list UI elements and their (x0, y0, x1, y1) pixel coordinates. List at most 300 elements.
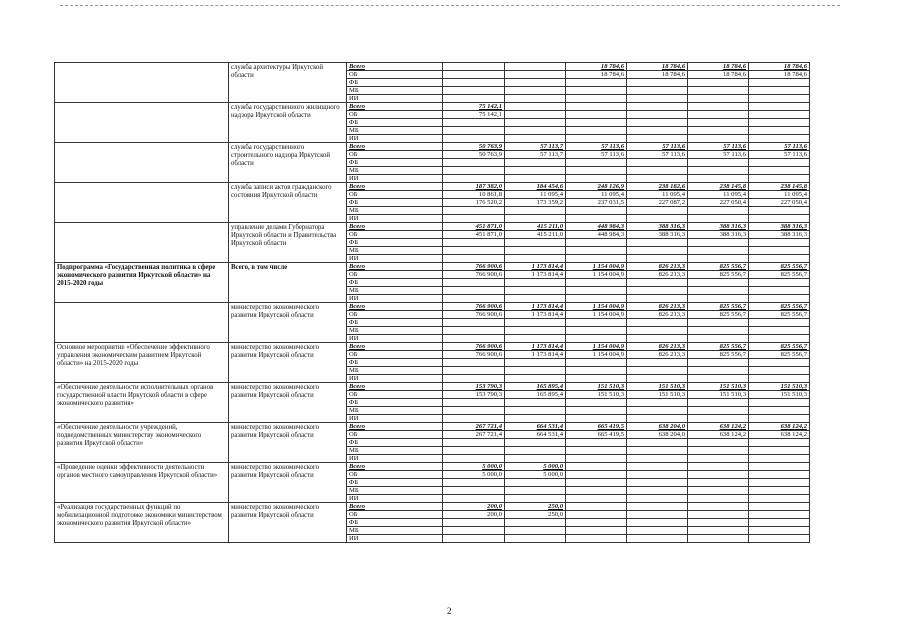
amount-cell (749, 319, 810, 327)
amount-cell (505, 527, 566, 535)
amount-cell (443, 519, 505, 527)
amount-cell: 151 510,3 (749, 383, 810, 391)
amount-cell: 665 419,5 (566, 423, 627, 431)
amount-cell (443, 327, 505, 335)
amount-cell: 57 113,6 (566, 143, 627, 151)
funding-source-cell: МБ (347, 167, 443, 175)
amount-cell (627, 519, 688, 527)
program-name-cell (55, 63, 229, 103)
amount-cell (443, 167, 505, 175)
funding-source-cell: ИИ (347, 535, 443, 543)
amount-cell (749, 239, 810, 247)
amount-cell (627, 159, 688, 167)
amount-cell: 1 154 004,9 (566, 303, 627, 311)
amount-cell (566, 239, 627, 247)
amount-cell (627, 79, 688, 87)
amount-cell (688, 487, 749, 495)
amount-cell: 18 784,6 (749, 63, 810, 71)
amount-cell (749, 487, 810, 495)
amount-cell (627, 335, 688, 343)
amount-cell: 1 154 004,9 (566, 351, 627, 359)
amount-cell: 50 763,9 (443, 143, 505, 151)
amount-cell: 187 382,0 (443, 183, 505, 191)
amount-cell: 5 000,0 (505, 463, 566, 471)
amount-cell (627, 463, 688, 471)
amount-cell (627, 455, 688, 463)
amount-cell: 11 095,4 (749, 191, 810, 199)
funding-source-cell: ФБ (347, 439, 443, 447)
amount-cell (505, 239, 566, 247)
amount-cell (505, 207, 566, 215)
amount-cell: 451 871,0 (443, 223, 505, 231)
amount-cell: 825 556,7 (688, 303, 749, 311)
amount-cell (443, 527, 505, 535)
amount-cell: 18 784,6 (566, 71, 627, 79)
funding-source-cell: МБ (347, 367, 443, 375)
amount-cell: 638 124,2 (749, 423, 810, 431)
amount-cell: 1 173 814,4 (505, 263, 566, 271)
amount-cell (627, 503, 688, 511)
amount-cell: 238 145,8 (749, 183, 810, 191)
amount-cell (749, 279, 810, 287)
page-number: 2 (447, 606, 452, 616)
amount-cell: 57 113,7 (505, 143, 566, 151)
executor-cell: управление делами Губернатора Иркутской области и Правительства Иркутской области (229, 223, 347, 263)
funding-source-cell: ИИ (347, 95, 443, 103)
amount-cell (627, 119, 688, 127)
amount-cell: 1 173 814,4 (505, 271, 566, 279)
amount-cell (566, 511, 627, 519)
amount-cell (566, 479, 627, 487)
amount-cell: 1 173 814,4 (505, 351, 566, 359)
funding-source-cell: ИИ (347, 375, 443, 383)
amount-cell (627, 127, 688, 135)
amount-cell: 267 721,4 (443, 423, 505, 431)
funding-source-cell: ИИ (347, 255, 443, 263)
amount-cell (688, 87, 749, 95)
amount-cell (627, 407, 688, 415)
amount-cell (749, 415, 810, 423)
amount-cell (749, 119, 810, 127)
amount-cell: 388 316,3 (749, 223, 810, 231)
funding-source-cell: ФБ (347, 479, 443, 487)
amount-cell: 57 113,6 (688, 151, 749, 159)
amount-cell (749, 295, 810, 303)
amount-cell: 57 113,6 (627, 151, 688, 159)
amount-cell (443, 375, 505, 383)
amount-cell (566, 319, 627, 327)
amount-cell (505, 367, 566, 375)
amount-cell (749, 375, 810, 383)
funding-source-cell: ФБ (347, 199, 443, 207)
amount-cell: 227 050,4 (688, 199, 749, 207)
amount-cell (505, 327, 566, 335)
amount-cell: 825 556,7 (749, 271, 810, 279)
amount-cell: 826 213,3 (627, 271, 688, 279)
amount-cell (688, 495, 749, 503)
amount-cell (505, 319, 566, 327)
funding-source-cell: ИИ (347, 335, 443, 343)
funding-source-cell: Всего (347, 463, 443, 471)
funding-source-cell: ОБ (347, 191, 443, 199)
amount-cell: 825 556,7 (749, 311, 810, 319)
amount-cell (505, 455, 566, 463)
amount-cell (688, 167, 749, 175)
amount-cell: 766 900,6 (443, 351, 505, 359)
amount-cell: 75 142,1 (443, 103, 505, 111)
amount-cell (749, 215, 810, 223)
amount-cell: 248 126,9 (566, 183, 627, 191)
amount-cell (749, 127, 810, 135)
amount-cell: 57 113,7 (505, 151, 566, 159)
funding-source-cell: ФБ (347, 79, 443, 87)
amount-cell (505, 535, 566, 543)
amount-cell (566, 535, 627, 543)
amount-cell (627, 479, 688, 487)
executor-cell: служба государственного строительного надзора Иркутской области (229, 143, 347, 183)
amount-cell (688, 319, 749, 327)
amount-cell: 151 510,3 (749, 391, 810, 399)
amount-cell (566, 207, 627, 215)
amount-cell: 766 900,6 (443, 311, 505, 319)
amount-cell (505, 399, 566, 407)
program-name-cell (55, 223, 229, 263)
amount-cell (443, 399, 505, 407)
funding-source-cell: ФБ (347, 279, 443, 287)
amount-cell (443, 247, 505, 255)
funding-source-cell: ОБ (347, 111, 443, 119)
program-name-cell: «Обеспечение деятельности учреждений, подведомственных министерству экономического развития Иркутской области» (55, 423, 229, 463)
amount-cell (688, 519, 749, 527)
amount-cell (627, 439, 688, 447)
amount-cell: 826 213,3 (627, 343, 688, 351)
table-row (55, 143, 810, 151)
amount-cell: 237 031,5 (566, 199, 627, 207)
amount-cell (749, 247, 810, 255)
funding-source-cell: ФБ (347, 239, 443, 247)
executor-cell: министерство экономического развития Иркутской области (229, 343, 347, 383)
amount-cell (627, 495, 688, 503)
funding-source-cell: МБ (347, 127, 443, 135)
amount-cell (688, 399, 749, 407)
amount-cell (505, 255, 566, 263)
executor-cell: служба архитектуры Иркутской области (229, 63, 347, 103)
funding-source-cell: Всего (347, 303, 443, 311)
amount-cell (566, 127, 627, 135)
amount-cell (688, 135, 749, 143)
amount-cell (443, 79, 505, 87)
amount-cell (505, 215, 566, 223)
amount-cell: 451 871,0 (443, 231, 505, 239)
amount-cell (627, 527, 688, 535)
amount-cell (627, 295, 688, 303)
amount-cell: 638 124,2 (688, 423, 749, 431)
funding-source-cell: ФБ (347, 119, 443, 127)
amount-cell (566, 439, 627, 447)
amount-cell (505, 375, 566, 383)
amount-cell: 11 095,4 (688, 191, 749, 199)
funding-source-cell: ОБ (347, 391, 443, 399)
amount-cell (688, 215, 749, 223)
amount-cell: 165 895,4 (505, 391, 566, 399)
amount-cell (566, 215, 627, 223)
amount-cell (505, 495, 566, 503)
amount-cell: 50 763,9 (443, 151, 505, 159)
amount-cell (688, 79, 749, 87)
executor-cell: министерство экономического развития Иркутской области (229, 303, 347, 343)
amount-cell: 825 556,7 (688, 343, 749, 351)
amount-cell: 11 095,4 (566, 191, 627, 199)
amount-cell (688, 471, 749, 479)
amount-cell: 11 095,4 (505, 191, 566, 199)
amount-cell: 238 182,6 (627, 183, 688, 191)
amount-cell (566, 159, 627, 167)
table-row (55, 223, 810, 231)
funding-source-cell: ИИ (347, 455, 443, 463)
funding-source-cell: МБ (347, 487, 443, 495)
amount-cell (627, 359, 688, 367)
amount-cell: 825 556,7 (688, 311, 749, 319)
amount-cell (505, 167, 566, 175)
amount-cell (566, 447, 627, 455)
amount-cell: 18 784,6 (627, 63, 688, 71)
amount-cell (566, 367, 627, 375)
amount-cell (749, 367, 810, 375)
amount-cell: 184 454,6 (505, 183, 566, 191)
amount-cell: 151 510,3 (566, 391, 627, 399)
amount-cell: 227 050,4 (749, 199, 810, 207)
amount-cell (505, 487, 566, 495)
table-row (55, 463, 810, 471)
table-row (55, 63, 810, 71)
amount-cell (443, 407, 505, 415)
amount-cell (443, 367, 505, 375)
executor-cell: министерство экономического развития Иркутской области (229, 423, 347, 463)
amount-cell (627, 87, 688, 95)
funding-source-cell: ИИ (347, 175, 443, 183)
amount-cell: 57 113,6 (627, 143, 688, 151)
amount-cell (749, 335, 810, 343)
amount-cell (566, 287, 627, 295)
amount-cell: 238 145,8 (688, 183, 749, 191)
amount-cell: 766 900,6 (443, 343, 505, 351)
funding-source-cell: Всего (347, 103, 443, 111)
amount-cell (566, 295, 627, 303)
amount-cell: 200,0 (443, 503, 505, 511)
amount-cell (688, 359, 749, 367)
amount-cell: 5 000,0 (443, 463, 505, 471)
amount-cell (749, 463, 810, 471)
amount-cell: 1 173 814,4 (505, 303, 566, 311)
funding-source-cell: МБ (347, 447, 443, 455)
amount-cell (688, 455, 749, 463)
amount-cell (566, 103, 627, 111)
amount-cell: 151 510,3 (566, 383, 627, 391)
program-name-cell (55, 143, 229, 183)
amount-cell (749, 495, 810, 503)
amount-cell (688, 95, 749, 103)
amount-cell (566, 111, 627, 119)
amount-cell (627, 487, 688, 495)
amount-cell (566, 135, 627, 143)
amount-cell (627, 279, 688, 287)
amount-cell (505, 175, 566, 183)
amount-cell (749, 503, 810, 511)
amount-cell: 153 790,3 (443, 391, 505, 399)
funding-source-cell: ОБ (347, 271, 443, 279)
funding-source-cell: МБ (347, 247, 443, 255)
funding-source-cell: Всего (347, 383, 443, 391)
amount-cell (566, 463, 627, 471)
amount-cell: 75 142,1 (443, 111, 505, 119)
amount-cell: 826 213,3 (627, 351, 688, 359)
amount-cell (688, 255, 749, 263)
amount-cell (443, 447, 505, 455)
funding-source-cell: ФБ (347, 319, 443, 327)
funding-source-cell: ОБ (347, 71, 443, 79)
amount-cell (566, 407, 627, 415)
amount-cell: 825 556,7 (688, 263, 749, 271)
amount-cell (688, 111, 749, 119)
amount-cell: 664 531,4 (505, 423, 566, 431)
amount-cell: 638 204,0 (627, 431, 688, 439)
amount-cell: 665 419,5 (566, 431, 627, 439)
amount-cell: 388 316,3 (749, 231, 810, 239)
funding-source-cell: Всего (347, 343, 443, 351)
amount-cell (688, 295, 749, 303)
amount-cell (566, 175, 627, 183)
amount-cell: 165 895,4 (505, 383, 566, 391)
amount-cell: 57 113,6 (749, 143, 810, 151)
table-row (55, 103, 810, 111)
amount-cell: 10 861,8 (443, 191, 505, 199)
amount-cell: 18 784,6 (749, 71, 810, 79)
amount-cell (443, 359, 505, 367)
amount-cell (627, 247, 688, 255)
amount-cell (749, 511, 810, 519)
amount-cell: 151 510,3 (688, 391, 749, 399)
amount-cell: 388 316,3 (688, 231, 749, 239)
amount-cell (505, 295, 566, 303)
scan-artifact-line (60, 5, 840, 6)
amount-cell (749, 167, 810, 175)
executor-cell: министерство экономического развития Иркутской области (229, 503, 347, 543)
amount-cell (443, 295, 505, 303)
funding-source-cell: МБ (347, 87, 443, 95)
amount-cell: 388 316,3 (627, 231, 688, 239)
amount-cell (505, 159, 566, 167)
amount-cell (443, 535, 505, 543)
amount-cell (749, 255, 810, 263)
amount-cell: 153 790,3 (443, 383, 505, 391)
amount-cell (443, 159, 505, 167)
amount-cell (443, 87, 505, 95)
amount-cell: 200,0 (443, 511, 505, 519)
amount-cell (749, 79, 810, 87)
amount-cell (627, 175, 688, 183)
amount-cell (688, 407, 749, 415)
amount-cell: 826 213,3 (627, 303, 688, 311)
amount-cell (749, 287, 810, 295)
amount-cell (505, 103, 566, 111)
amount-cell: 825 556,7 (688, 351, 749, 359)
funding-source-cell: МБ (347, 327, 443, 335)
amount-cell (443, 439, 505, 447)
amount-cell (505, 95, 566, 103)
program-name-cell: «Обеспечение деятельности исполнительных органов государственной власти Иркутской области в сфере экономического развития» (55, 383, 229, 423)
amount-cell (688, 511, 749, 519)
amount-cell (749, 439, 810, 447)
amount-cell (566, 375, 627, 383)
amount-cell (505, 135, 566, 143)
amount-cell: 57 113,6 (688, 143, 749, 151)
amount-cell (749, 479, 810, 487)
program-name-cell: Подпрограмма «Государственная политика в сфере экономического развития Иркутской области» на 2015-2020 годы (55, 263, 229, 303)
amount-cell (505, 519, 566, 527)
budget-table-body (55, 63, 810, 543)
amount-cell: 250,0 (505, 503, 566, 511)
amount-cell (566, 327, 627, 335)
amount-cell (566, 471, 627, 479)
amount-cell (749, 471, 810, 479)
amount-cell (749, 519, 810, 527)
amount-cell: 766 900,6 (443, 263, 505, 271)
amount-cell (443, 279, 505, 287)
amount-cell (443, 215, 505, 223)
funding-source-cell: МБ (347, 207, 443, 215)
amount-cell: 151 510,3 (688, 383, 749, 391)
amount-cell (688, 279, 749, 287)
amount-cell (688, 175, 749, 183)
table-row (55, 423, 810, 431)
amount-cell (505, 63, 566, 71)
amount-cell: 766 900,6 (443, 303, 505, 311)
amount-cell (505, 79, 566, 87)
amount-cell (443, 95, 505, 103)
funding-source-cell: ФБ (347, 159, 443, 167)
amount-cell: 638 124,2 (749, 431, 810, 439)
amount-cell (566, 119, 627, 127)
amount-cell: 415 211,0 (505, 231, 566, 239)
amount-cell (627, 327, 688, 335)
amount-cell (566, 527, 627, 535)
amount-cell: 825 556,7 (749, 303, 810, 311)
amount-cell: 826 213,3 (627, 263, 688, 271)
program-name-cell: «Реализация государственных функций по мобилизационной подготовке экономики министерством экономического развития Иркутской области» (55, 503, 229, 543)
amount-cell: 5 000,0 (443, 471, 505, 479)
amount-cell: 448 984,3 (566, 231, 627, 239)
amount-cell (627, 207, 688, 215)
amount-cell (627, 287, 688, 295)
amount-cell (627, 415, 688, 423)
amount-cell (443, 207, 505, 215)
amount-cell (749, 407, 810, 415)
amount-cell (505, 407, 566, 415)
amount-cell (749, 207, 810, 215)
amount-cell (566, 399, 627, 407)
amount-cell (688, 463, 749, 471)
amount-cell: 825 556,7 (688, 271, 749, 279)
program-name-cell (55, 303, 229, 343)
amount-cell (749, 399, 810, 407)
funding-source-cell: ОБ (347, 431, 443, 439)
funding-source-cell: ОБ (347, 231, 443, 239)
amount-cell: 826 213,3 (627, 311, 688, 319)
amount-cell: 18 784,6 (566, 63, 627, 71)
amount-cell (688, 127, 749, 135)
funding-source-cell: ОБ (347, 151, 443, 159)
amount-cell: 250,0 (505, 511, 566, 519)
